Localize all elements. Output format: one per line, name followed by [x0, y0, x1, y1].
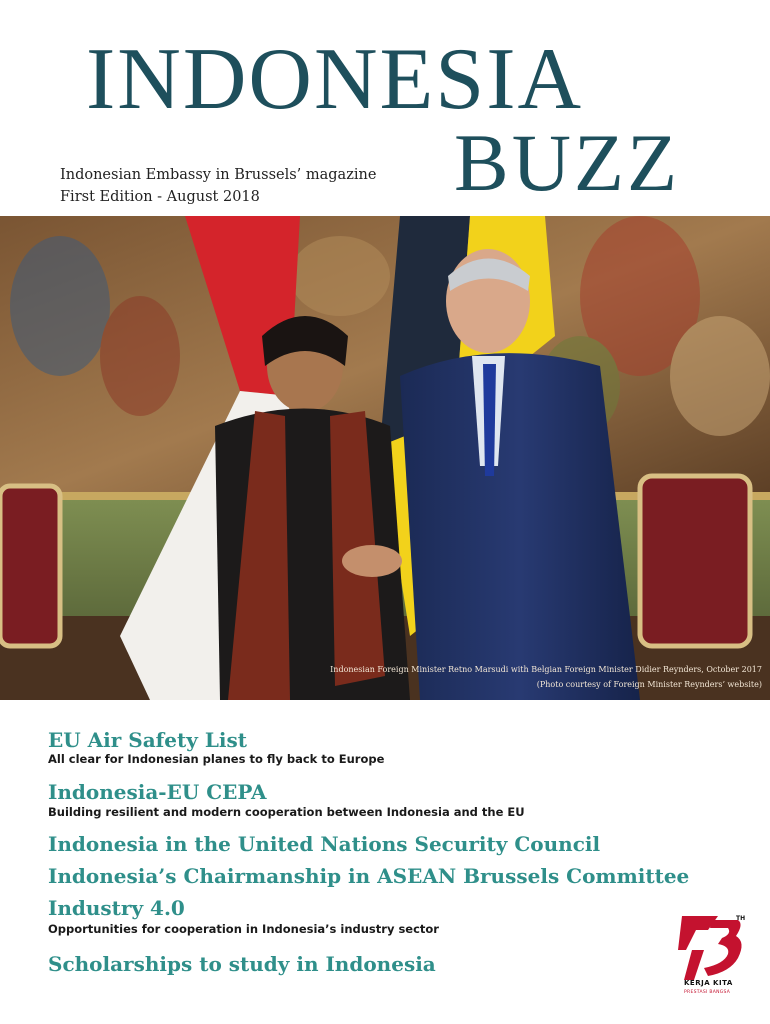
story-subtitle-air-safety: All clear for Indonesian planes to fly back to Europe — [48, 752, 385, 766]
anniversary-slogan — [684, 979, 744, 997]
photo-caption-text: Indonesian Foreign Minister Retno Marsudi with Belgian Foreign Minister Didier Reynders, October 2017 — [330, 665, 762, 674]
story-title-scholarships: Scholarships to study in Indonesia — [48, 952, 436, 976]
photo-caption — [242, 662, 762, 692]
masthead-title: INDONESIA — [86, 31, 584, 128]
story-title-industry: Industry 4.0 — [48, 896, 185, 920]
story-title-cepa: Indonesia-EU CEPA — [48, 780, 267, 804]
anniversary-slogan-line2: PRESTASI BANGSA — [684, 990, 731, 995]
tagline — [60, 164, 376, 208]
story-title-air-safety: EU Air Safety List — [48, 728, 247, 752]
story-subtitle-industry: Opportunities for cooperation in Indonesia’s industry sector — [48, 922, 439, 936]
tagline-magazine: Indonesian Embassy in Brussels’ magazine — [60, 167, 377, 183]
masthead-buzz: BUZZ — [454, 117, 681, 208]
story-title-unsc: Indonesia in the United Nations Security Council — [48, 832, 601, 856]
cover-photo-illustration — [0, 216, 770, 700]
story-subtitle-cepa: Building resilient and modern cooperation between Indonesia and the EU — [48, 805, 525, 819]
story-title-asean: Indonesia’s Chairmanship in ASEAN Brussels Committee — [48, 864, 690, 888]
cover-photo — [0, 216, 770, 700]
anniversary-slogan-line1: KERJA KITA — [684, 979, 733, 987]
tagline-edition: First Edition - August 2018 — [60, 189, 260, 205]
photo-credit: (Photo courtesy of Foreign Minister Reynders’ website) — [536, 680, 762, 689]
anniversary-superscript: TH — [736, 915, 746, 922]
